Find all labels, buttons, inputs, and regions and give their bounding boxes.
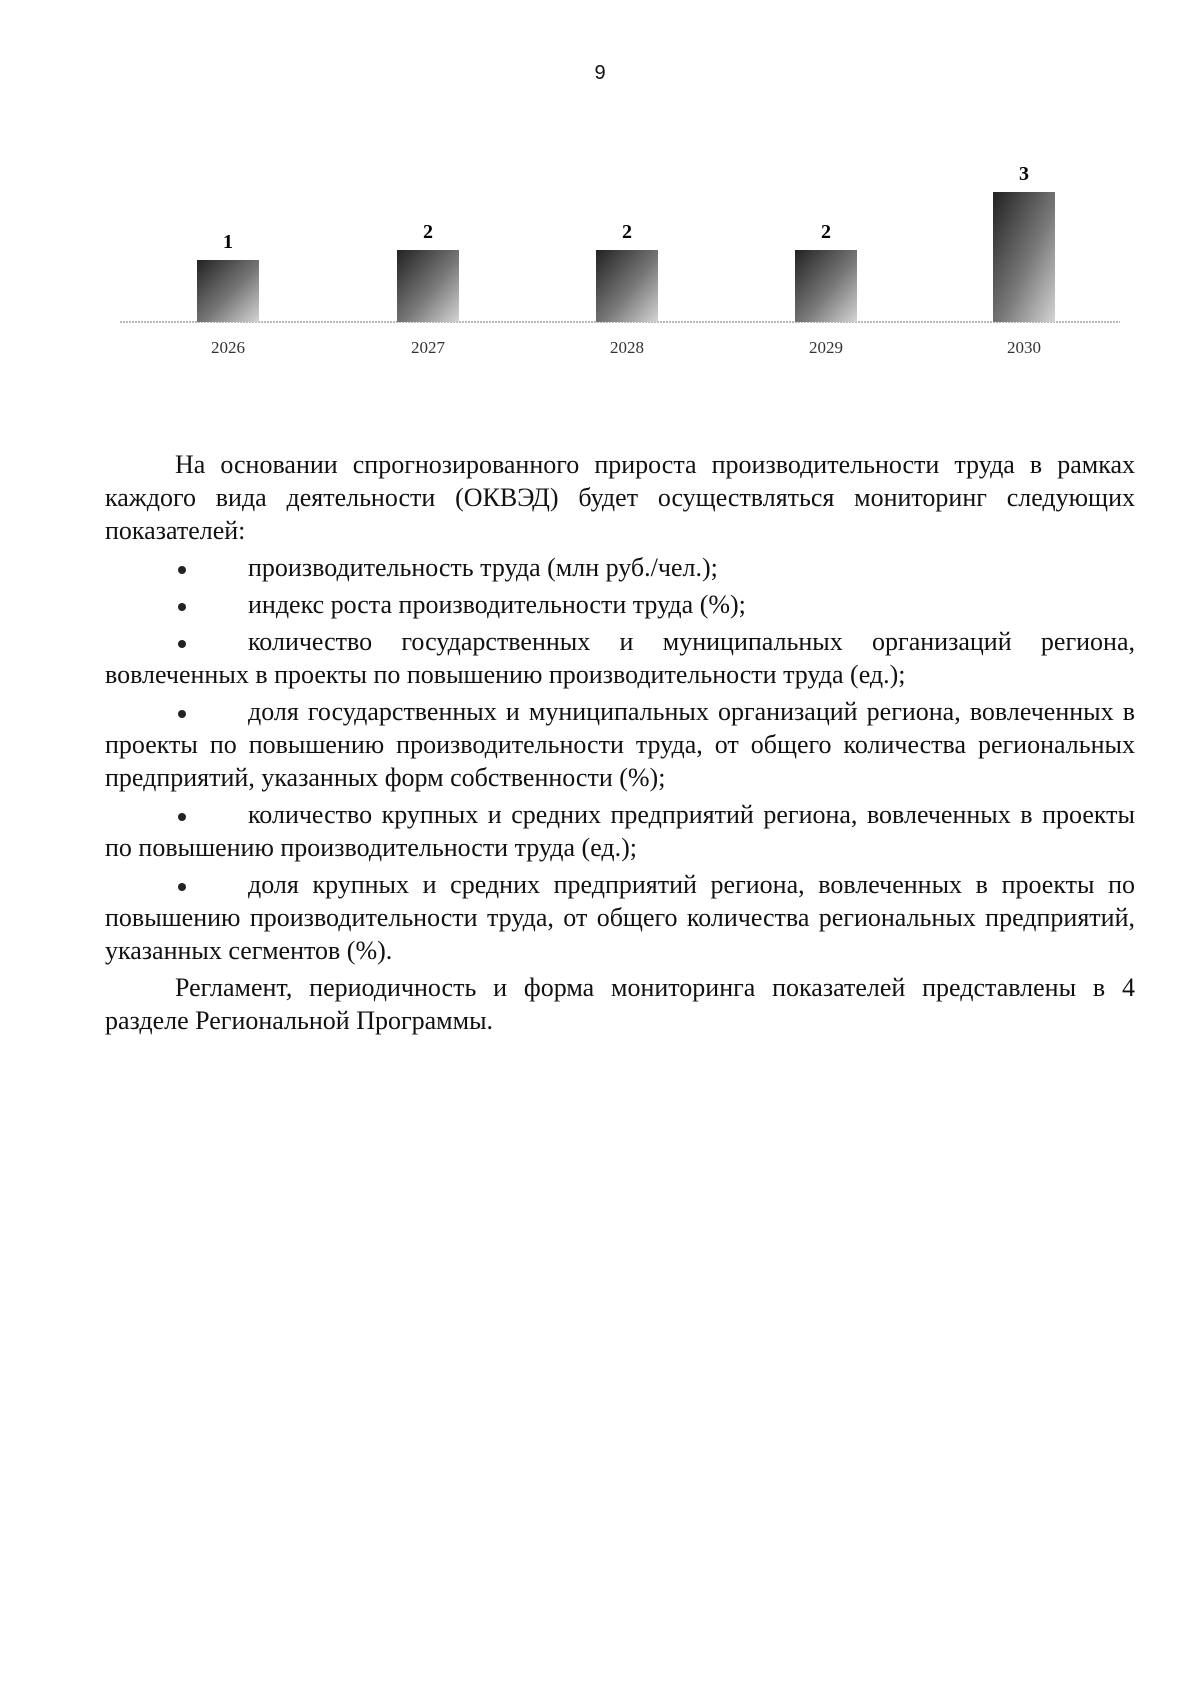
page-number: 9: [594, 62, 606, 84]
list-item-text: доля крупных и средних предприятий региона, вовлеченных в проекты по повышению производительности труда, от общего количества региональных предприятий, указанных сегментов (%).: [105, 870, 1135, 965]
bar-2026: [197, 260, 259, 322]
bar-2030: [993, 192, 1055, 322]
data-label: 2: [821, 221, 831, 243]
indicator-list: [105, 551, 1135, 967]
x-tick-label: 2029: [809, 338, 843, 357]
x-tick-label: 2030: [1007, 338, 1041, 357]
list-item: [105, 625, 1135, 691]
bullet-icon: [178, 813, 186, 821]
bullet-icon: [178, 883, 186, 891]
list-item: [105, 868, 1135, 967]
data-label: 3: [1019, 163, 1029, 185]
data-label: 2: [423, 221, 433, 243]
list-item: [105, 588, 1135, 621]
list-item-text: количество крупных и средних предприятий региона, вовлеченных в проекты по повышению производительности труда (ед.);: [105, 800, 1135, 862]
bar-2027: [397, 250, 459, 322]
bullet-icon: [178, 603, 186, 611]
bullet-icon: [178, 640, 186, 648]
x-tick-label: 2026: [211, 338, 245, 357]
list-item: [105, 695, 1135, 794]
list-item-text: доля государственных и муниципальных организаций региона, вовлеченных в проекты по повышению производительности труда, от общего количества региональных предприятий, указанных форм собственности (%);: [105, 697, 1135, 792]
bullet-icon: [178, 566, 186, 574]
data-label: 2: [622, 221, 632, 243]
bullet-icon: [178, 710, 186, 718]
bar-2029: [795, 250, 857, 322]
list-item-text: количество государственных и муниципальных организаций региона, вовлеченных в проекты по повышению производительности труда (ед.);: [105, 627, 1135, 689]
bar-chart: [0, 0, 1200, 380]
bar-2028: [596, 250, 658, 322]
x-tick-label: 2027: [411, 338, 445, 357]
list-item-text: производительность труда (млн руб./чел.);: [248, 553, 718, 582]
list-item-text: индекс роста производительности труда (%);: [248, 590, 746, 619]
intro-paragraph: На основании спрогнозированного прироста производительности труда в рамках каждого вида деятельности (ОКВЭД) будет осуществляться мониторинг следующих показателей:: [105, 450, 1135, 545]
x-tick-label: 2028: [610, 338, 644, 357]
data-label: 1: [223, 231, 233, 253]
closing-paragraph: Регламент, периодичность и форма мониторинга показателей представлены в 4 разделе Региональной Программы.: [105, 973, 1135, 1035]
body-text: [105, 448, 1135, 1041]
list-item: [105, 551, 1135, 584]
list-item: [105, 798, 1135, 864]
